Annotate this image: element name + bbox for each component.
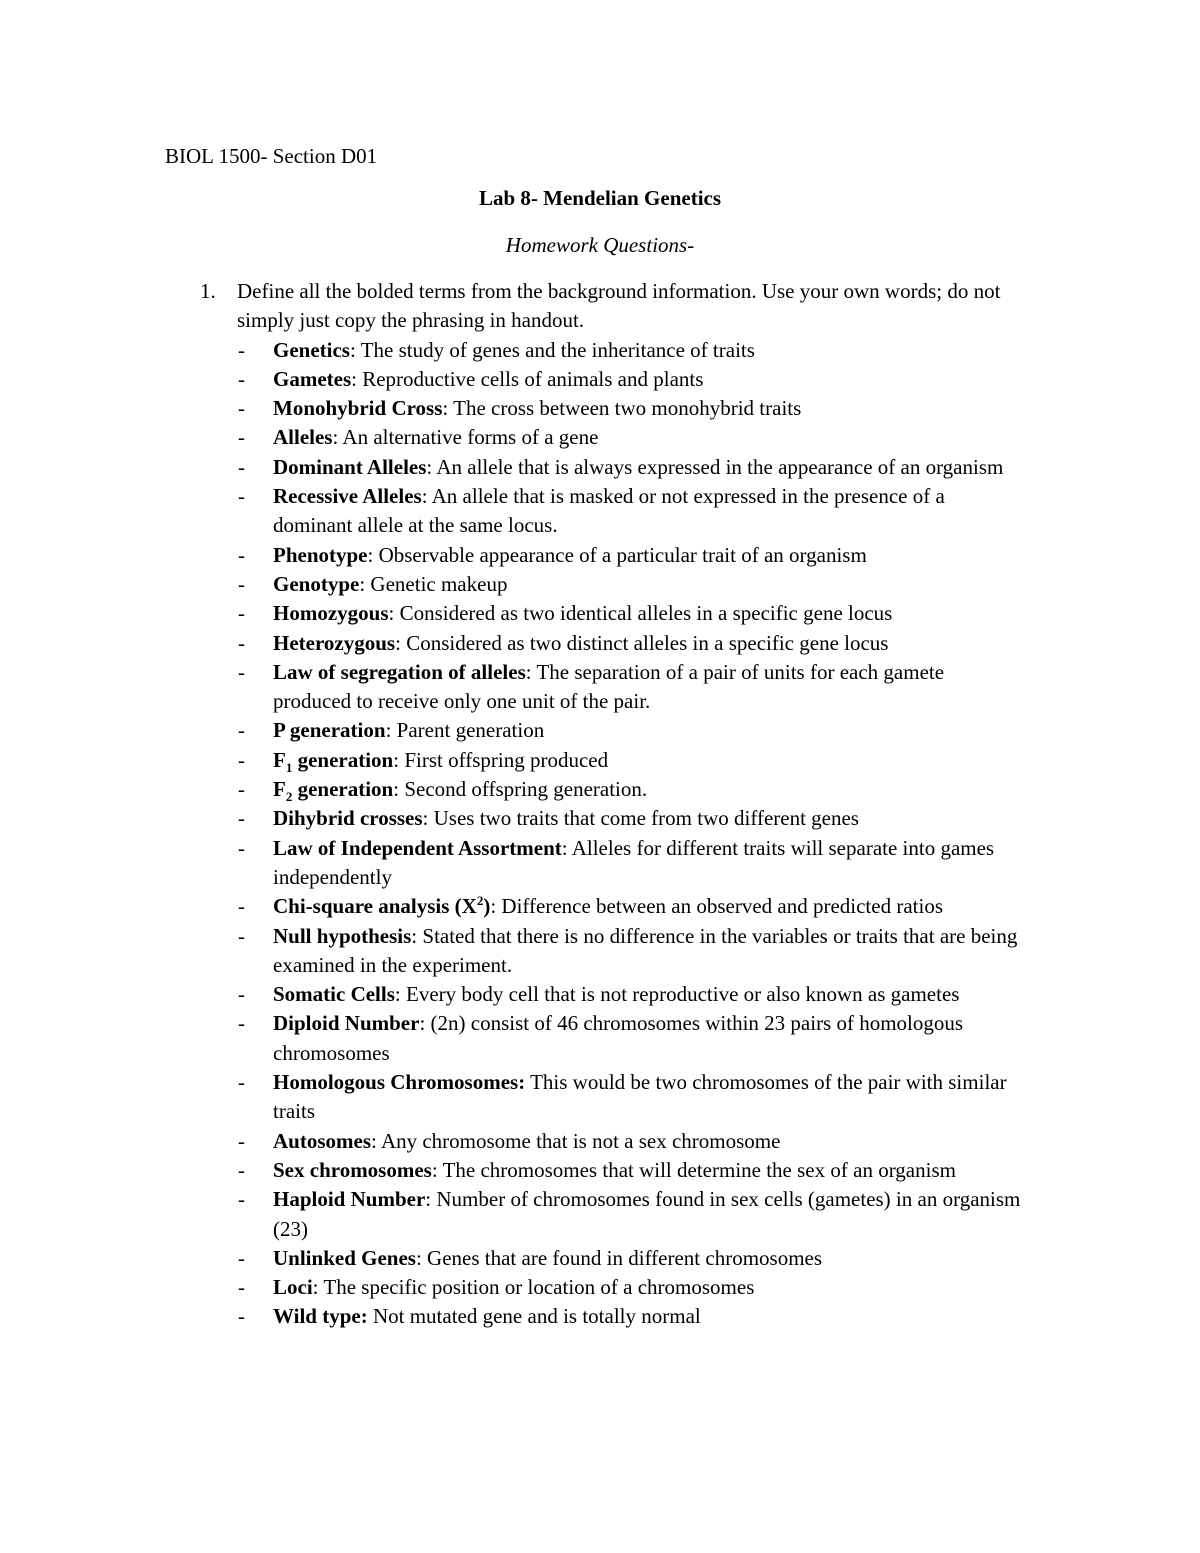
term-item: - Sex chromosomes: The chromosomes that will determine the sex of an organism: [237, 1156, 1027, 1185]
term-label: Alleles: [273, 425, 333, 450]
list-dash: -: [238, 454, 245, 479]
term-item: - Phenotype: Observable appearance of a particular trait of an organism: [237, 541, 1027, 570]
list-dash: -: [238, 1070, 245, 1095]
list-dash: -: [238, 484, 245, 509]
list-dash: -: [238, 806, 245, 831]
term-definition: Any chromosome that is not a sex chromosome: [380, 1128, 781, 1153]
term-item: - Monohybrid Cross: The cross between two monohybrid traits: [237, 394, 1027, 423]
term-label: Chi-square analysis $(X^2)$: [273, 893, 491, 919]
term-item: - Law of segregation of alleles: The separation of a pair of units for each gamete produced to receive only one unit of the pair.: [238, 659, 945, 714]
term-definition: The specific position or location of a chromosomes: [323, 1275, 755, 1300]
term-label: Homologous Chromosomes:: [273, 1070, 526, 1095]
term-item: - Heterozygous: Considered as two distinct alleles in a specific gene locus: [237, 629, 1027, 658]
list-dash: -: [238, 425, 245, 450]
term-item: - Autosomes: Any chromosome that is not a sex chromosome: [237, 1127, 1027, 1156]
term-item: - Law of Independent Assortment: Alleles for different traits will separate into games independently: [238, 835, 995, 889]
term-definition: The study of genes and the inheritance of traits: [360, 337, 755, 362]
term-definition: An allele that is always expressed in the appearance of an organism: [436, 454, 1004, 479]
term-item: - Genotype: Genetic makeup: [237, 570, 1027, 599]
term-item: - Genetics: The study of genes and the inheritance of traits: [237, 336, 1027, 365]
term-label: Unlinked Genes: [273, 1245, 416, 1270]
list-dash: -: [238, 982, 245, 1007]
term-item: - Dominant Alleles: An allele that is always expressed in the appearance of an organism: [237, 453, 1027, 482]
question-1: [200, 277, 1060, 1332]
term-definition: An allele that is masked or not expressed in the presence of a dominant allele at the same locus.: [273, 484, 945, 538]
term-item: [237, 1302, 1027, 1331]
term-definition: The separation of a pair of units for each gamete produced to receive only one unit of the pair.: [273, 659, 945, 714]
term-label: Null hypothesis: [273, 923, 412, 948]
term-label: Dihybrid crosses: [273, 806, 423, 831]
term-item: - Chi-square analysis $(X^2)$: Difference between an observed and predicted ratios: [237, 892, 1027, 921]
term-definition: Number of chromosomes found in sex cells (gametes) in an organism (23): [273, 1187, 1021, 1241]
question-text: Define all the bolded terms from the background information. Use your own words; do not simply just copy the phrasing in handout.: [237, 279, 1001, 333]
list-dash: -: [238, 542, 245, 567]
term-label: Loci: [273, 1275, 313, 1300]
term-label: Haploid Number: [273, 1187, 426, 1212]
term-definition: An alternative forms of a gene: [342, 425, 599, 450]
list-dash: -: [238, 747, 245, 772]
term-item: - Recessive Alleles: An allele that is masked or not expressed in the presence of a dominant allele at the same locus.: [238, 484, 945, 538]
term-label: Genetics: [273, 337, 350, 362]
list-dash: -: [238, 923, 245, 948]
term-item: - $F_2$ generation: Second offspring generation.: [238, 777, 648, 805]
term-definition: Observable appearance of a particular trait of an organism: [378, 542, 867, 567]
term-definition: Second offspring generation.: [404, 777, 648, 802]
list-dash: -: [238, 1011, 245, 1036]
term-definition: Not mutated gene and is totally normal: [372, 1304, 701, 1329]
term-label: Sex chromosomes: [273, 1157, 432, 1182]
list-dash: -: [238, 894, 245, 919]
term-definition: This would be two chromosomes of the pair with similar traits: [273, 1070, 1007, 1124]
term-label: Recessive Alleles: [273, 484, 422, 509]
list-dash: -: [238, 571, 245, 596]
term-definition: First offspring produced: [404, 747, 609, 772]
term-definition: Genetic makeup: [370, 571, 508, 596]
term-definition: Considered as two identical alleles in a specific gene locus: [399, 601, 893, 626]
list-dash: -: [238, 396, 245, 421]
list-dash: -: [238, 1245, 245, 1270]
term-definition: The cross between two monohybrid traits: [453, 396, 802, 421]
term-definition: Genes that are found in different chromosomes: [427, 1245, 823, 1270]
term-definition: Alleles for different traits will separate into games independently: [273, 835, 995, 889]
term-label: Autosomes: [273, 1128, 371, 1153]
term-item: - Gametes: Reproductive cells of animals and plants: [237, 365, 1027, 394]
terms-list: [237, 336, 1027, 1332]
list-dash: -: [238, 1128, 245, 1153]
list-dash: -: [238, 1275, 245, 1300]
list-dash: -: [238, 1304, 245, 1329]
term-label: Dominant Alleles: [273, 454, 427, 479]
term-definition: Difference between an observed and predicted ratios: [501, 894, 943, 919]
lab-title: Lab 8- Mendelian Genetics: [478, 186, 722, 210]
term-label: Wild type:: [273, 1304, 368, 1329]
term-label: Phenotype: [273, 542, 368, 567]
term-item: - Null hypothesis: Stated that there is no difference in the variables or traits that are being examined in the experiment.: [238, 923, 1018, 977]
list-dash: -: [238, 337, 245, 362]
list-dash: -: [238, 718, 245, 743]
term-label: Monohybrid Cross: [273, 396, 443, 421]
list-dash: -: [238, 1157, 245, 1182]
term-item: - Diploid Number: (2n) consist of 46 chromosomes within 23 pairs of homologous chromosomes: [238, 1011, 964, 1065]
term-item: - Homozygous: Considered as two identical alleles in a specific gene locus: [237, 599, 1027, 628]
term-item: [237, 1068, 1027, 1127]
term-definition: Every body cell that is not reproductive or also known as gametes: [406, 982, 960, 1007]
list-dash: -: [238, 366, 245, 391]
list-dash: -: [238, 777, 245, 802]
list-dash: -: [238, 630, 245, 655]
term-item: - Dihybrid crosses: Uses two traits that come from two different genes: [237, 804, 1027, 833]
term-definition: Uses two traits that come from two different genes: [433, 806, 859, 831]
term-definition: Considered as two distinct alleles in a specific gene locus: [406, 630, 889, 655]
list-dash: -: [238, 1187, 245, 1212]
term-item: - P generation: Parent generation: [237, 716, 1027, 745]
term-label: Genotype: [273, 571, 360, 596]
term-label: Somatic Cells: [273, 982, 395, 1007]
term-item: - $F_1$ generation: First offspring produced: [238, 747, 609, 775]
course-heading: BIOL 1500- Section D01: [165, 144, 378, 168]
term-definition: Reproductive cells of animals and plants: [362, 366, 704, 391]
term-definition: (2n) consist of 46 chromosomes within 23 pairs of homologous chromosomes: [273, 1011, 964, 1065]
question-number: 1.: [200, 279, 216, 303]
list-dash: -: [238, 659, 245, 684]
term-item: - Unlinked Genes: Genes that are found in different chromosomes: [237, 1244, 1027, 1273]
term-label: Gametes: [273, 366, 352, 391]
term-label: $F_2$ generation: [273, 777, 394, 805]
term-label: Diploid Number: [273, 1011, 420, 1036]
list-dash: -: [238, 835, 245, 860]
term-label: Law of Independent Assortment: [273, 835, 562, 860]
term-item: - Alleles: An alternative forms of a gene: [237, 423, 1027, 452]
section-subtitle: Homework Questions-: [505, 233, 695, 257]
term-label: Homozygous: [273, 601, 389, 626]
term-label: Law of segregation of alleles: [273, 659, 526, 684]
term-label: Heterozygous: [273, 630, 396, 655]
term-definition: The chromosomes that will determine the sex of an organism: [442, 1157, 956, 1182]
term-label: P generation: [273, 718, 386, 743]
term-definition: Parent generation: [396, 718, 545, 743]
term-item: - Loci: The specific position or location of a chromosomes: [237, 1273, 1027, 1302]
term-item: - Somatic Cells: Every body cell that is not reproductive or also known as gametes: [237, 980, 1027, 1009]
list-dash: -: [238, 601, 245, 626]
term-item: - Haploid Number: Number of chromosomes found in sex cells (gametes) in an organism (23): [238, 1187, 1021, 1241]
term-definition: Stated that there is no difference in the variables or traits that are being examined in the experiment.: [273, 923, 1018, 977]
term-label: $F_1$ generation: [273, 747, 394, 775]
